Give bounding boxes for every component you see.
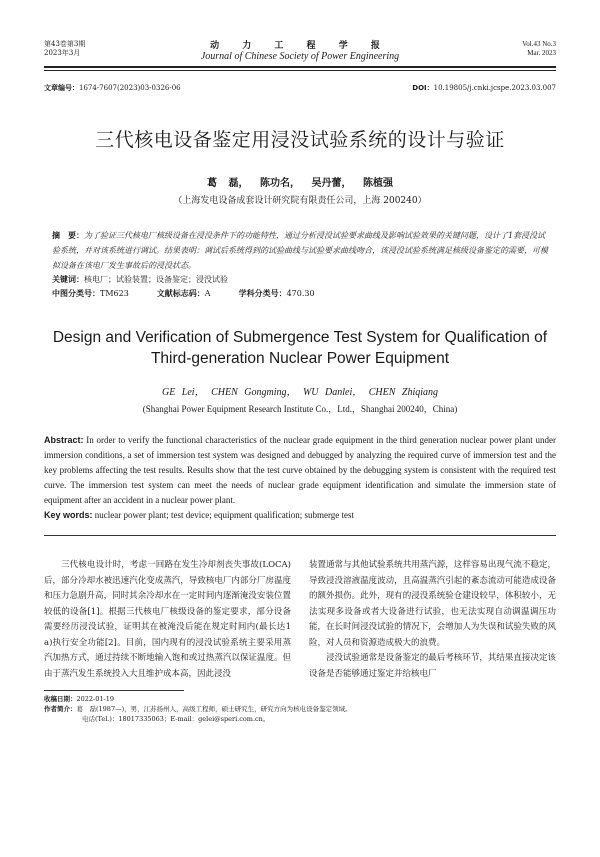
abstract-en — [44, 433, 556, 508]
volume-cn: 第43卷第3期 — [44, 40, 86, 48]
running-header — [44, 0, 556, 64]
document-code: 文献标志码：A — [156, 289, 211, 298]
title-cn: 三代核电设备鉴定用浸没试验系统的设计与验证 — [95, 129, 505, 151]
journal-name-cn: 动 力 工 程 学 报 — [210, 41, 390, 51]
volume-issue-en — [522, 40, 556, 58]
body-column-left — [44, 558, 291, 691]
title-en: Design and Verification of Submergence Test System for Qualification of Third-generation Nuclear Power Equipment — [52, 329, 548, 367]
authors-en: GE Lei， CHEN Gongming， WU Danlei， CHEN Zhiqiang — [161, 387, 439, 398]
volume-en: Vol.43 No.3 — [522, 40, 556, 48]
article-identifiers — [44, 83, 556, 93]
classification-line — [44, 287, 556, 301]
body-paragraph: 装置通常与其他试验系统共用蒸汽源，这样容易出现气流不稳定，导致浸没溶液温度波动，且高温蒸汽引起的紊态流动可能造成设备的额外损伤。此外，现有的浸没系统验仓建设较早，体积较小，无法实现多设备或者大设备进行试验，也无法实现自动调温调压功能，在长时间浸没试验的情况下，会增加人为失误和试验失败的风险，对人员和资源造成极大的浪费。 — [309, 560, 556, 648]
header-rule-thin — [44, 70, 556, 71]
keywords-en — [44, 508, 556, 523]
keywords-cn — [44, 273, 556, 287]
body-paragraph: 浸没试验通常是设备鉴定的最后考核环节，其结果直接决定该设备是否能够通过鉴定并给核电厂 — [309, 653, 556, 679]
authors-cn: 葛 磊， 陈功名， 吴丹蕾， 陈植强 — [207, 178, 393, 189]
footnotes — [44, 694, 556, 724]
footnote-rule — [44, 690, 184, 691]
doi: DOI：10.19805/j.cnki.jcspe.2023.03.007 — [412, 84, 556, 92]
header-rule-thick — [44, 66, 556, 68]
journal-name — [44, 38, 556, 62]
journal-name-en: Journal of Chinese Society of Power Engineering — [200, 51, 400, 62]
abstract-separator — [44, 535, 556, 536]
date-en: Mar. 2023 — [527, 49, 556, 57]
abstract-cn-label: 摘 要： — [52, 231, 84, 240]
abstract-cn — [44, 228, 556, 273]
body-paragraph: 三代核电设计时，考虑一回路在发生冷却剂丧失事故(LOCA)后，部分冷却水被迅速汽化变成蒸汽，导致核电厂内部分厂房温度和压力急剧升高，同时其余冷却水在一定时间内逐渐淹没安装位置较低的设备[1]。根据三代核电厂核级设备的鉴定要求，部分设备需要经历浸没试验，证明其在被淹没后能在规定时间内(最长达1 a)执行安全功能[2]。目前，国内现有的浸没试验系统主要采用蒸汽加热方式，通过持续不断地输入饱和或过热蒸汽以保证温度。但由于蒸汽发生系统投入大且维护成本高，因此浸没 — [44, 560, 291, 679]
keywords-en-label: Key words: — [44, 510, 93, 520]
abstract-cn-text: 为了验证三代核电厂核级设备在浸没条件下的功能特性，通过分析浸没试验要求曲线及影响试验效果的关键问题，设计了1套浸没试验系统，并对该系统进行调试。结果表明：调试后系统得到的试验曲线与试验要求曲线吻合，该浸没试验系统满足核级设备鉴定的需要，可模拟设备在该电厂发生事故后的浸没状态。 — [52, 231, 548, 270]
affiliation-cn: （上海发电设备成套设计研究院有限责任公司，上海 200240） — [173, 196, 427, 206]
subject-code: 学科分类号：470.30 — [238, 289, 315, 298]
author-bio: 作者简介：葛 磊(1987—)，男，江苏扬州人，高级工程师，硕士研究生，研究方向为核电设备鉴定领域。 — [44, 705, 352, 713]
abstract-en-label: Abstract: — [44, 435, 84, 445]
body-text — [44, 558, 556, 691]
date-cn: 2023年3月 — [44, 49, 81, 57]
clc-number: 中图分类号：TM623 — [52, 289, 129, 298]
author-contact: 电话(Tel.)：18017335063；E-mail：gelei@speri.com.cn。 — [82, 715, 270, 723]
keywords-cn-text: 核电厂；试验装置；设备鉴定；浸没试验 — [84, 275, 228, 284]
received-date: 收稿日期：2022-01-19 — [44, 695, 114, 703]
abstract-en-text: In order to verify the functional characteristics of the nuclear grade equipment in the third generation nuclear power plant under immersion conditions, a set of immersion test system was designed and debugged by analyzing the required curve of immersion test and the key problems affecting the test results. Results show that the test curve obtained by the debugging system is consistent with the required test curve. The immersion test system can meet the needs of nuclear grade equipment identification and simulate the immersion state of equipment after an accident in a nuclear power plant. — [44, 435, 556, 505]
keywords-cn-label: 关键词： — [52, 275, 84, 284]
affiliation-en: (Shanghai Power Equipment Research Institute Co.，Ltd.，Shanghai 200240，China) — [142, 404, 458, 414]
article-number: 文章编号：1674-7607(2023)03-0326-06 — [44, 84, 181, 92]
keywords-en-text: nuclear power plant; test device; equipment qualification; submerge test — [94, 510, 355, 520]
body-column-right — [309, 558, 556, 691]
